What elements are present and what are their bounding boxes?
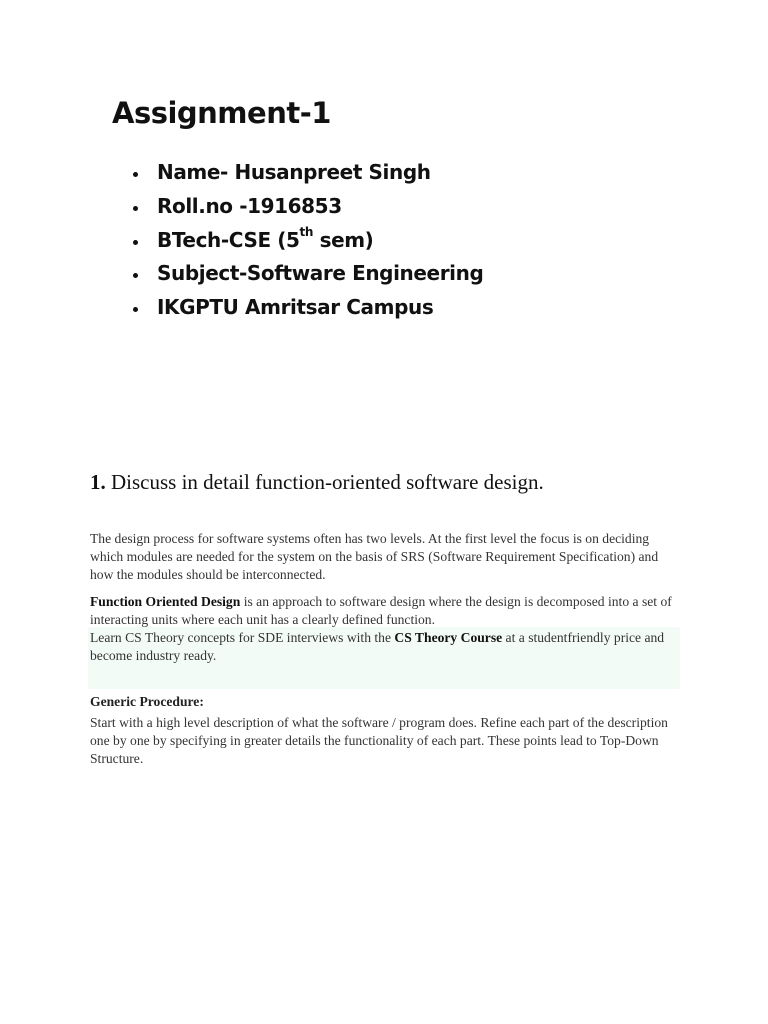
detail-course-semester: sem) — [313, 227, 374, 252]
function-oriented-design-definition: is an approach to software design where the design is decomposed into a set of interacting units where each unit has a clearly defined function. — [90, 594, 672, 627]
detail-name — [128, 156, 483, 190]
intro-paragraph: The design process for software systems often has two levels. At the first level the focus is on deciding which modules are needed for the system on the basis of SRS (Software Requirement Specification) and how the modules should be interconnected. — [90, 531, 659, 582]
course-promo-box — [88, 627, 680, 689]
student-details-list — [128, 156, 483, 325]
generic-procedure-heading: Generic Procedure: — [90, 694, 204, 709]
detail-roll-number — [128, 190, 483, 224]
question-text: Discuss in detail function-oriented software design. — [105, 470, 544, 494]
detail-campus-text: IKGPTU Amritsar Campus — [157, 295, 434, 320]
detail-subject — [128, 257, 483, 291]
function-oriented-design-paragraph — [90, 593, 680, 629]
assignment-title: Assignment-1 — [112, 96, 331, 130]
function-oriented-design-term: Function Oriented Design — [90, 594, 241, 609]
detail-course-text: BTech-CSE (5 — [157, 227, 300, 252]
detail-course — [128, 224, 483, 258]
detail-course-superscript: th — [299, 224, 314, 239]
question-number: 1. — [90, 470, 106, 494]
detail-name-text: Name- Husanpreet Singh — [157, 160, 431, 184]
promo-course-link[interactable]: CS Theory Course — [394, 630, 503, 645]
detail-subject-text: Subject-Software Engineering — [157, 261, 484, 286]
generic-procedure-paragraph: Start with a high level description of what the software / program does. Refine each part of the description one by one by specifying in greater details the functionality of each part. These points lead to Top-Down Structure. — [90, 715, 668, 766]
question-heading — [90, 470, 544, 495]
detail-roll-number-text: Roll.no -1916853 — [157, 193, 342, 218]
detail-campus — [128, 291, 483, 325]
promo-text-after: at a studentfriendly price and become industry ready. — [90, 630, 665, 663]
promo-text-before: Learn CS Theory concepts for SDE interviews with the — [90, 630, 395, 645]
